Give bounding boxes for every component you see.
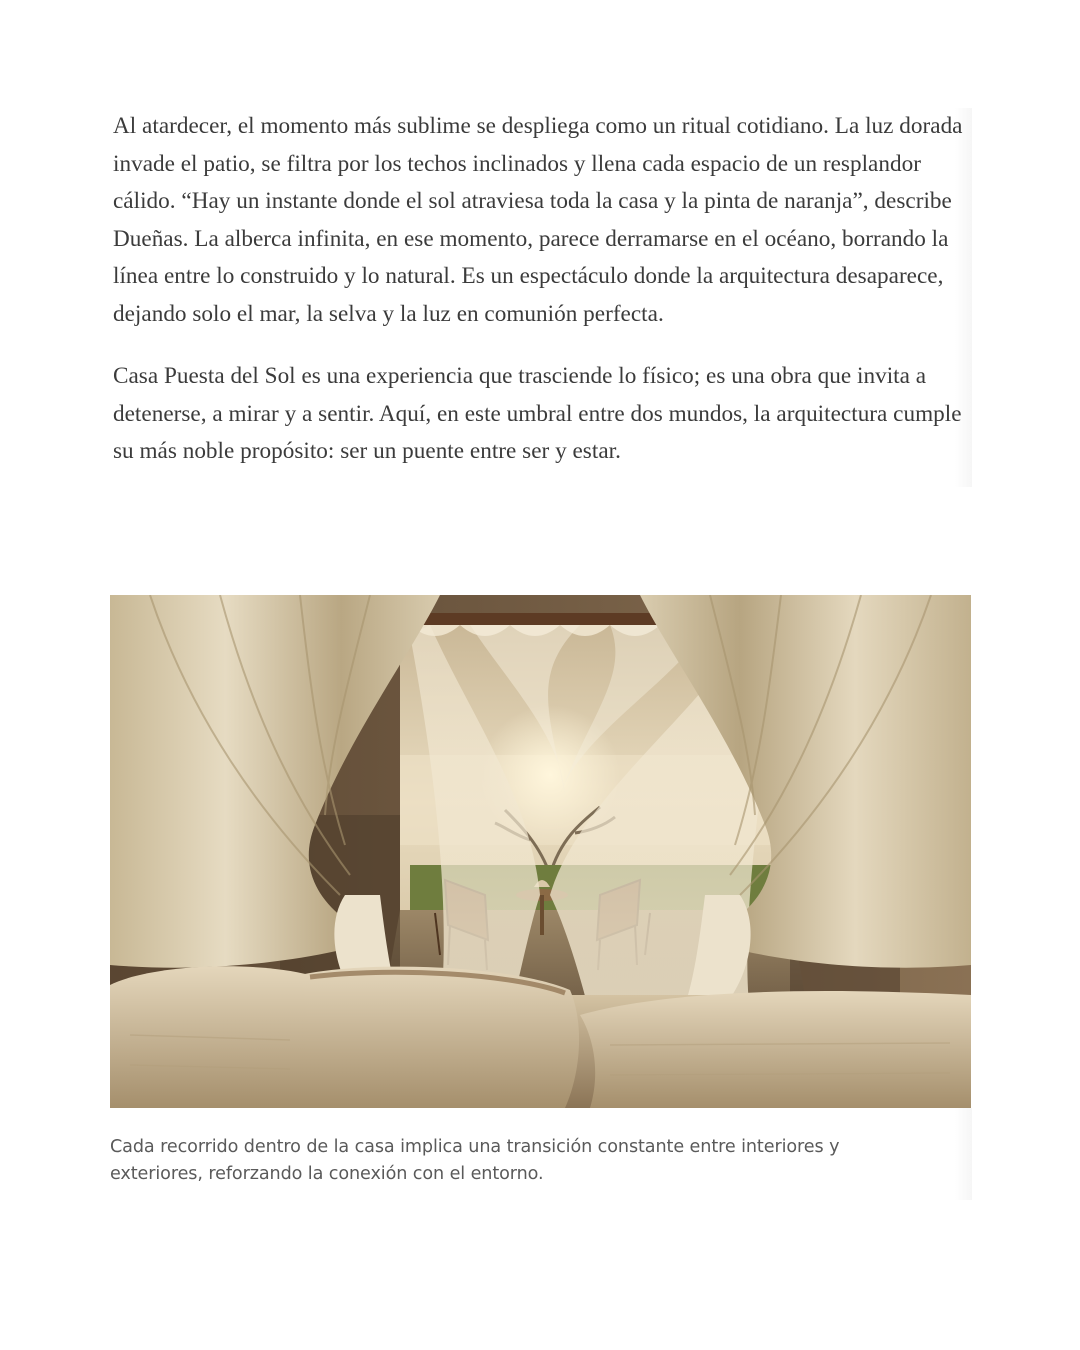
article-figure	[110, 595, 972, 1200]
article-body	[110, 108, 972, 487]
article	[110, 108, 972, 1184]
paragraph-conclusion: Casa Puesta del Sol es una experiencia que trasciende lo físico; es una obra que invita a detenerse, a mirar y a sentir. Aquí, en este umbral entre dos mundos, la arquitectura cumple su más noble propósito: ser un puente entre ser y estar.	[113, 363, 962, 464]
paragraph-sunset: Al atardecer, el momento más sublime se despliega como un ritual cotidiano. La luz dorada invade el patio, se filtra por los techos inclinados y llena cada espacio de un resplandor cálido. “Hay un instante donde el sol atraviesa toda la casa y la pinta de naranja”, describe Dueñas. La alberca infinita, en ese momento, parece derramarse en el océano, borrando la línea entre lo construido y lo natural. Es un espectáculo donde la arquitectura desaparece, dejando solo el mar, la selva y la luz en comunión perfecta.	[113, 113, 963, 327]
figure-caption: Cada recorrido dentro de la casa implica una transición constante entre interiores y exteriores, reforzando la conexión con el entorno.	[110, 1137, 840, 1184]
curtain-terrace-photo	[110, 595, 971, 1108]
caption-container	[110, 1108, 972, 1200]
